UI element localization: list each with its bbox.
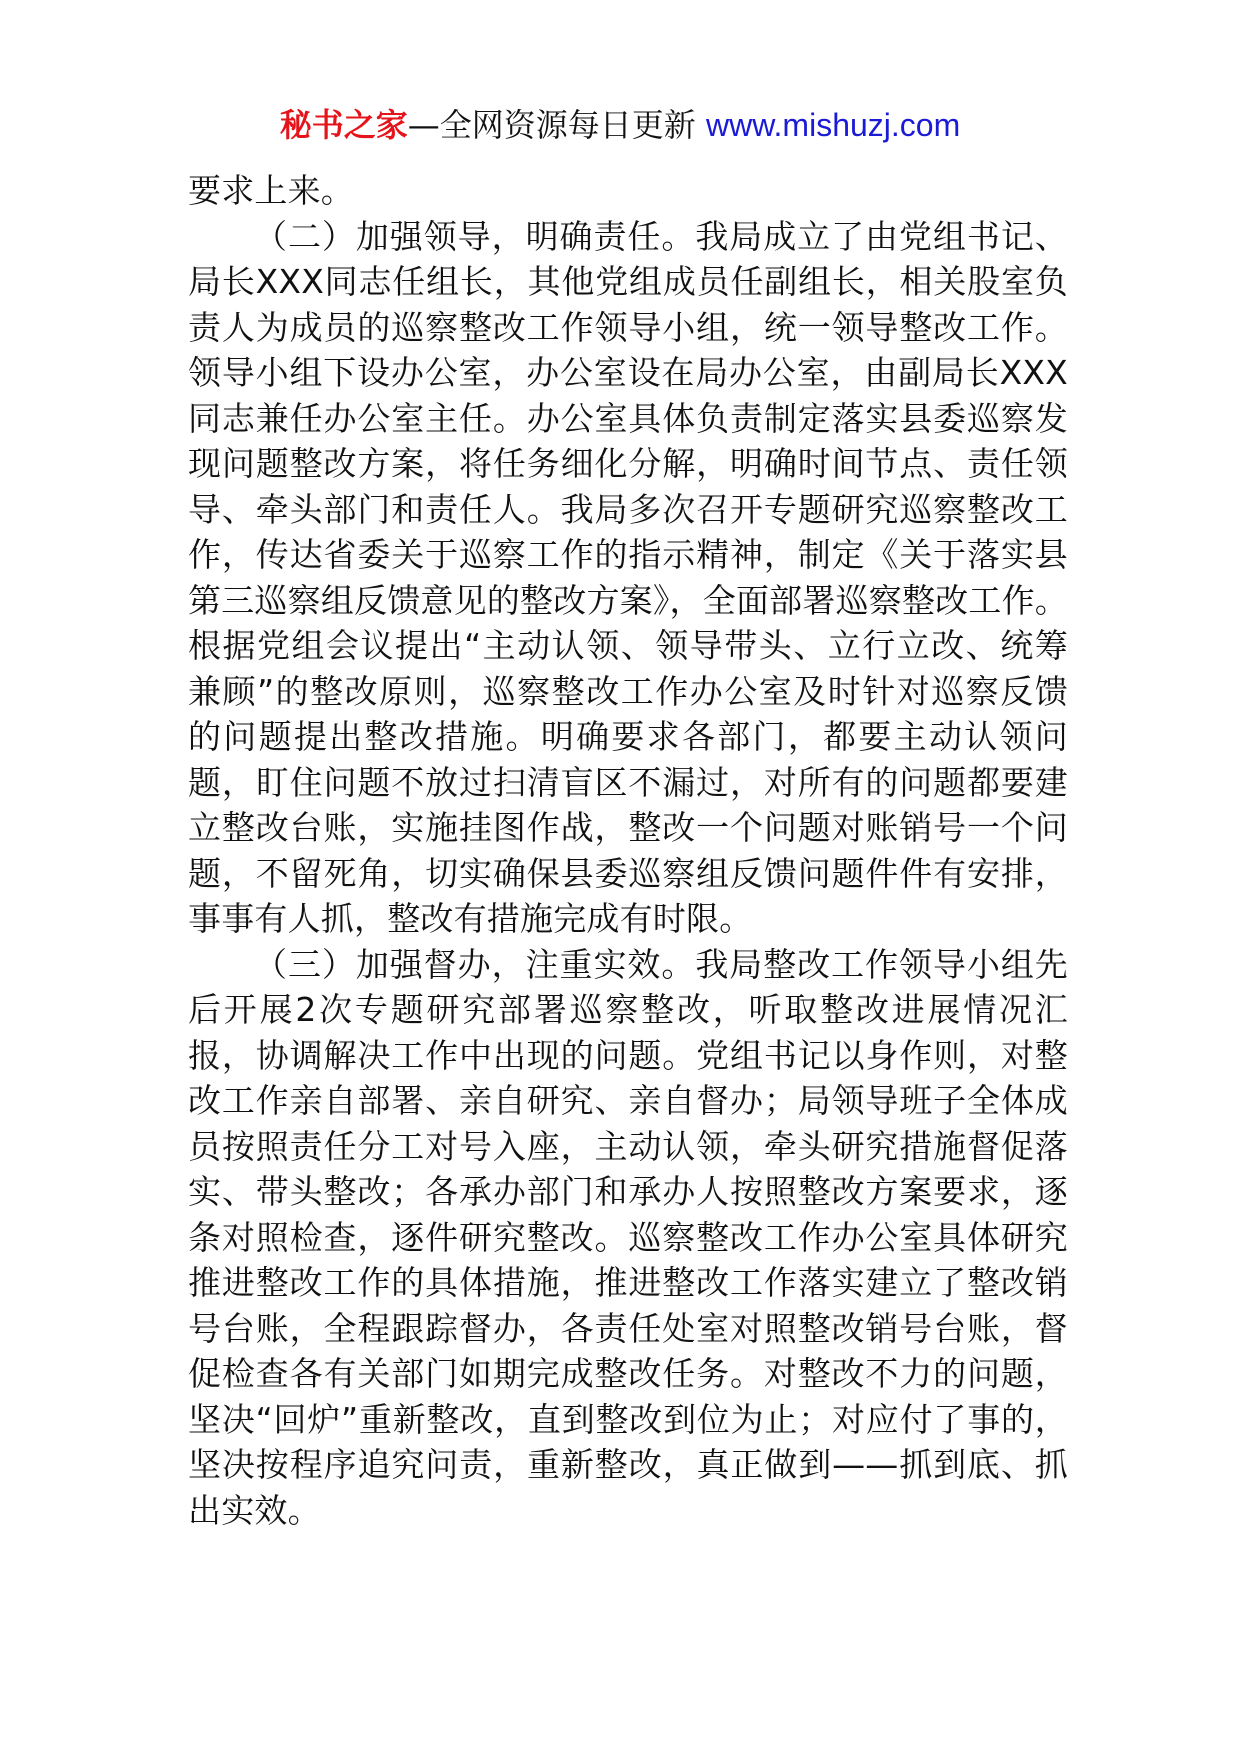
- header-url-link[interactable]: www.mishuzj.com: [705, 107, 961, 143]
- paragraph-section-three: （三）加强督办，注重实效。我局整改工作领导小组先后开展2次专题研究部署巡察整改，听取整改进展情况汇报，协调解决工作中出现的问题。党组书记以身作则，对整改工作亲自部署、亲自研究、亲自督办；局领导班子全体成员按照责任分工对号入座，主动认领，牵头研究措施督促落实、带头整改；各承办部门和承办人按照整改方案要求，逐条对照检查，逐件研究整改。巡察整改工作办公室具体研究推进整改工作的具体措施，推进整改工作落实建立了整改销号台账，全程跟踪督办，各责任处室对照整改销号台账，督促检查各有关部门如期完成整改任务。对整改不力的问题，坚决“回炉”重新整改，直到整改到位为止；对应付了事的，坚决按程序追究问责，重新整改，真正做到——抓到底、抓出实效。: [188, 944, 1068, 1530]
- paragraph-continuation: 要求上来。: [188, 171, 354, 210]
- header-brand: 秘书之家: [279, 106, 408, 144]
- paragraph-section-two: （二）加强领导，明确责任。我局成立了由党组书记、局长XXX同志任组长，其他党组成员任副组长，相关股室负责人为成员的巡察整改工作领导小组，统一领导整改工作。领导小组下设办公室，办公室设在局办公室，由副局长XXX同志兼任办公室主任。办公室具体负责制定落实县委巡察发现问题整改方案，将任务细化分解，明确时间节点、责任领导、牵头部门和责任人。我局多次召开专题研究巡察整改工作，传达省委关于巡察工作的指示精神，制定《关于落实县第三巡察组反馈意见的整改方案》，全面部署巡察整改工作。根据党组会议提出“主动认领、领导带头、立行立改、统筹兼顾”的整改原则，巡察整改工作办公室及时针对巡察反馈的问题提出整改措施。明确要求各部门，都要主动认领问题，盯住问题不放过扫清盲区不漏过，对所有的问题都要建立整改台账，实施挂图作战，整改一个问题对账销号一个问题，不留死角，切实确保县委巡察组反馈问题件件有安排，事事有人抓，整改有措施完成有时限。: [188, 216, 1068, 938]
- site-header: [0, 103, 1240, 147]
- header-tagline: —全网资源每日更新: [407, 106, 696, 144]
- document-body: [188, 168, 1068, 1533]
